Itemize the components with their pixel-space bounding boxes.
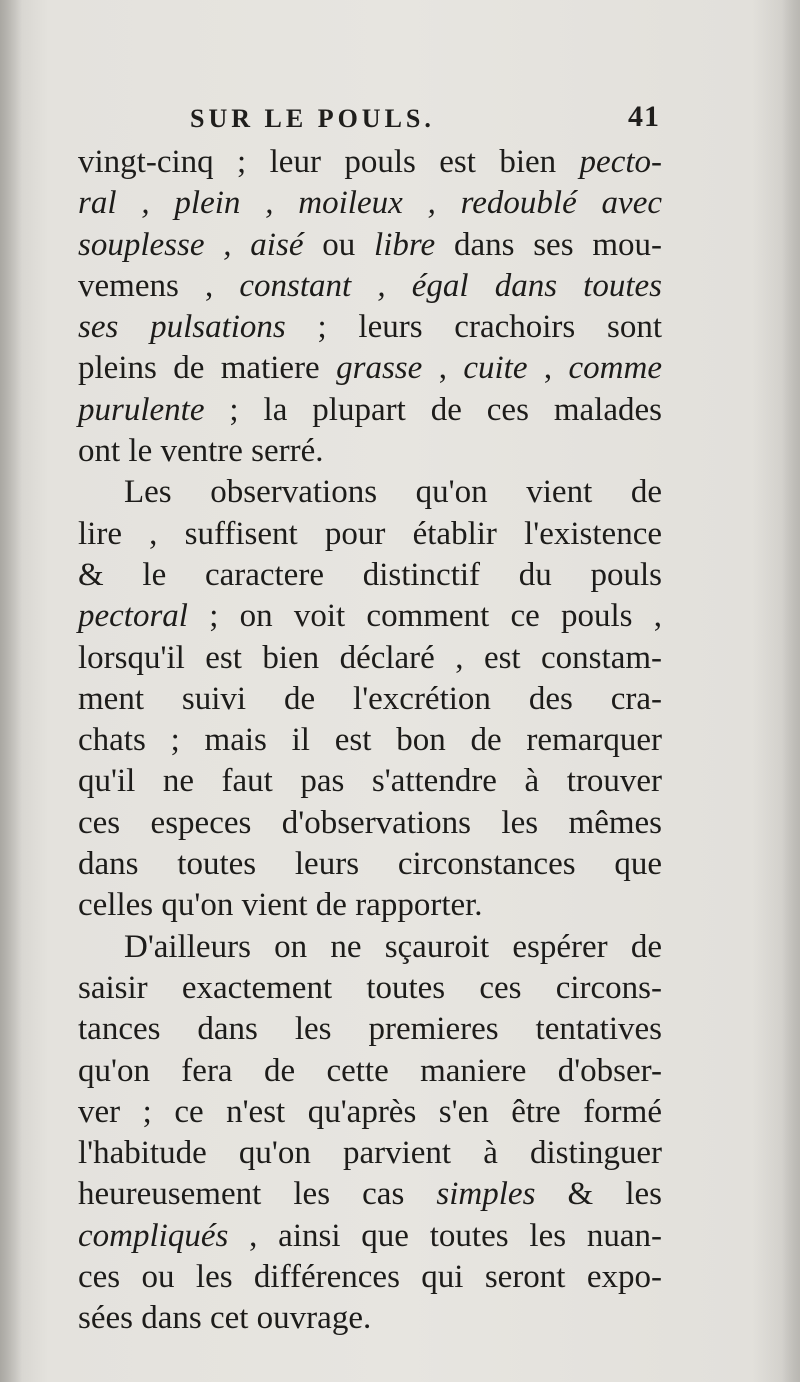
- text-run: ver ; ce n'est qu'après s'en être formé: [78, 1093, 662, 1130]
- text-line: [78, 555, 662, 596]
- text-run: & le caractere distinctif du pouls: [78, 556, 662, 593]
- gutter-shadow: [0, 0, 22, 1382]
- text-line: [78, 968, 662, 1009]
- italic-text: grasse: [336, 350, 423, 387]
- text-line: [78, 803, 662, 844]
- text-line: [78, 1298, 662, 1339]
- italic-text: compliqués: [78, 1217, 229, 1254]
- text-line: [78, 307, 662, 348]
- paragraph-p3: [78, 927, 662, 1340]
- italic-text: pecto-: [579, 144, 662, 180]
- text-run: , ainsi que toutes les nuan-: [228, 1217, 662, 1254]
- paragraph-p2: [78, 472, 662, 926]
- text-run: vemens ,: [78, 267, 240, 304]
- text-run: sées dans cet ouvrage.: [78, 1300, 372, 1337]
- italic-text: souplesse , aisé: [78, 226, 304, 263]
- text-line: [78, 142, 662, 183]
- text-line: [78, 679, 662, 720]
- text-run: ,: [422, 350, 464, 387]
- text-line: [78, 183, 662, 224]
- text-run: ; leurs crachoirs sont: [285, 309, 662, 346]
- italic-text: purulente: [78, 391, 205, 428]
- text-run: ment suivi de l'excrétion des cra-: [78, 680, 662, 717]
- text-run: lorsqu'il est bien déclaré , est constam-: [78, 639, 662, 676]
- text-line: [78, 1051, 662, 1092]
- text-run: D'ailleurs on ne sçauroit espérer de: [124, 928, 662, 965]
- page-number: 41: [628, 100, 660, 133]
- text-line: [78, 348, 662, 389]
- text-run: qu'il ne faut pas s'attendre à trouver: [78, 763, 662, 800]
- text-line: [78, 1133, 662, 1174]
- text-run: qu'on fera de cette maniere d'obser-: [78, 1052, 662, 1089]
- text-run: dans toutes leurs circonstances que: [78, 846, 662, 883]
- text-run: ont le ventre serré.: [78, 433, 324, 470]
- text-run: pleins de matiere: [78, 350, 337, 387]
- text-run: ; la plupart de ces malades: [204, 391, 662, 428]
- text-line: [78, 1174, 662, 1215]
- text-run: dans ses mou-: [435, 226, 662, 263]
- text-run: ,: [527, 350, 569, 387]
- paragraph-p1: [78, 142, 662, 472]
- running-head: [80, 100, 660, 138]
- text-run: celles qu'on vient de rapporter.: [78, 887, 483, 924]
- text-line: [78, 472, 662, 513]
- italic-text: cuite: [463, 350, 528, 387]
- text-run: chats ; mais il est bon de remarquer: [78, 722, 662, 759]
- text-line: [78, 885, 662, 926]
- italic-text: comme: [568, 350, 662, 387]
- text-run: vingt-cinq ; leur pouls est bien: [78, 144, 580, 180]
- text-run: heureusement les cas: [78, 1176, 437, 1213]
- text-run: tances dans les premieres tentatives: [78, 1011, 662, 1048]
- text-run: l'habitude qu'on parvient à distinguer: [78, 1135, 662, 1172]
- body-text: [78, 142, 662, 1340]
- text-line: [78, 514, 662, 555]
- text-line: [78, 1009, 662, 1050]
- text-line: [78, 266, 662, 307]
- text-run: Les observations qu'on vient de: [124, 474, 662, 511]
- page-edge-shadow: [782, 0, 800, 1382]
- text-line: [78, 638, 662, 679]
- text-line: [78, 844, 662, 885]
- text-line: [78, 390, 662, 431]
- italic-text: ses pulsations: [78, 309, 286, 346]
- text-line: [78, 1216, 662, 1257]
- text-run: ; on voit comment ce pouls ,: [187, 598, 662, 635]
- italic-text: libre: [374, 226, 436, 263]
- running-title: SUR LE POULS.: [190, 104, 435, 133]
- text-run: ces especes d'observations les mêmes: [78, 804, 662, 841]
- text-line: [78, 720, 662, 761]
- text-run: ou: [303, 226, 375, 263]
- italic-text: ral , plein , moileux , redoublé avec: [78, 185, 662, 222]
- text-line: [78, 761, 662, 802]
- text-run: saisir exactement toutes ces circons-: [78, 969, 662, 1006]
- italic-text: pectoral: [78, 598, 188, 635]
- text-line: [78, 927, 662, 968]
- text-run: ces ou les différences qui seront expo-: [78, 1259, 662, 1296]
- text-line: [78, 431, 662, 472]
- italic-text: simples: [436, 1176, 536, 1213]
- italic-text: constant , égal dans toutes: [239, 267, 663, 304]
- text-line: [78, 1092, 662, 1133]
- text-run: & les: [535, 1176, 662, 1213]
- text-line: [78, 225, 662, 266]
- text-run: lire , suffisent pour établir l'existence: [78, 515, 662, 552]
- text-line: [78, 1257, 662, 1298]
- text-line: [78, 596, 662, 637]
